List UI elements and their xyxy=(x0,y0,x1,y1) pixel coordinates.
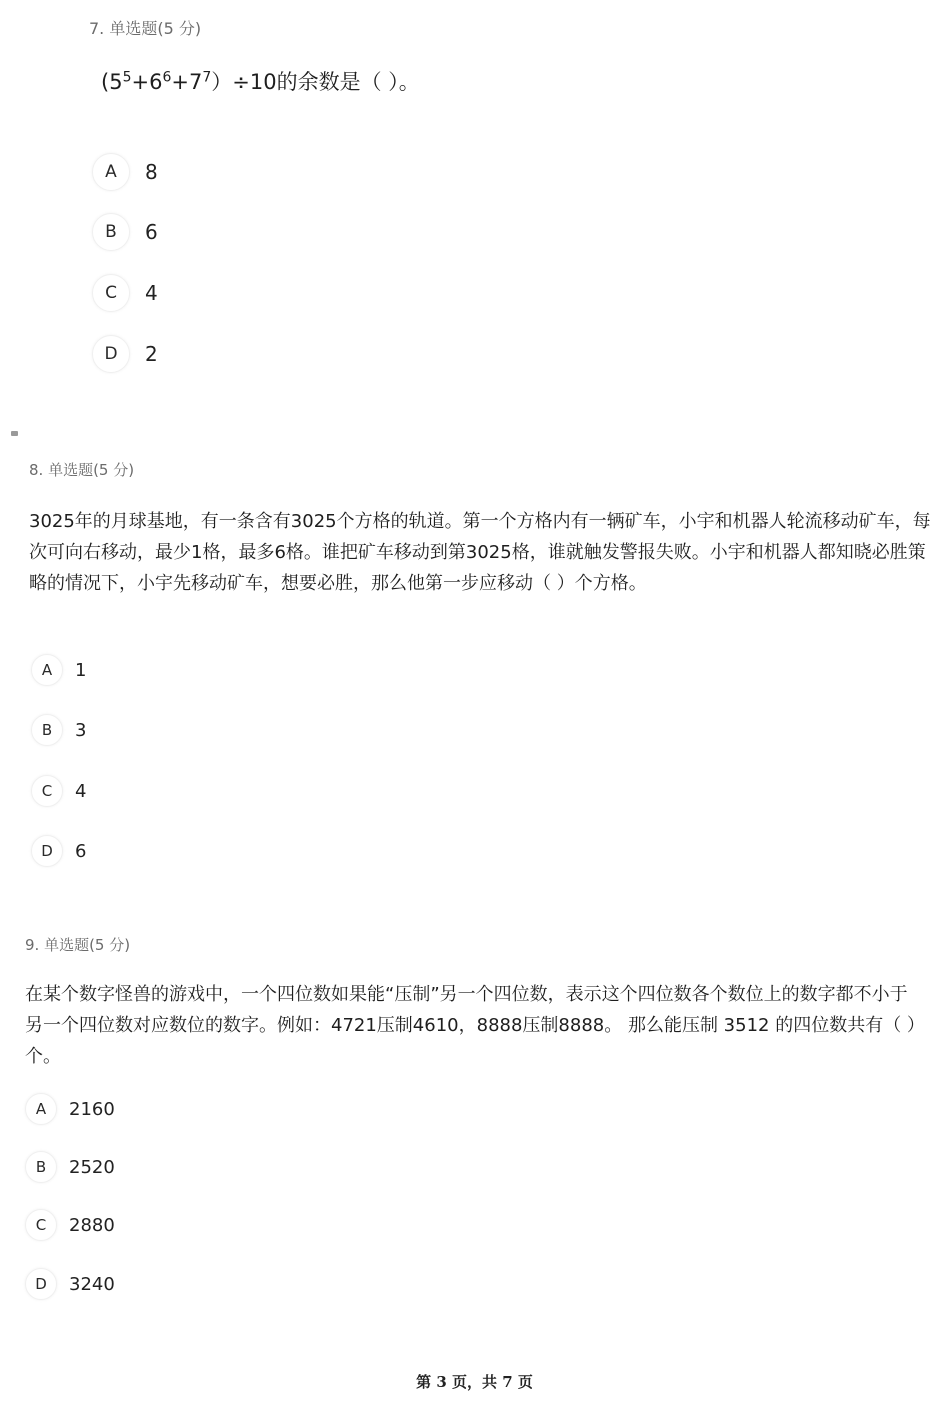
option-value: 2160 xyxy=(69,1098,115,1120)
option-value: 2520 xyxy=(69,1156,115,1178)
scroll-marker-icon xyxy=(11,431,18,436)
stem-exponent: 7 xyxy=(202,69,212,86)
question-7-option-a[interactable] xyxy=(92,152,158,192)
question-9-option-b[interactable] xyxy=(25,1147,115,1187)
stem-exponent: 6 xyxy=(162,69,172,86)
option-value: 3 xyxy=(75,719,87,741)
option-letter: A xyxy=(31,654,63,686)
option-letter: B xyxy=(25,1151,57,1183)
option-value: 8 xyxy=(145,160,158,184)
question-9-option-a[interactable] xyxy=(25,1089,115,1129)
option-value: 2880 xyxy=(69,1214,115,1236)
question-9-stem: 在某个数字怪兽的游戏中，一个四位数如果能“压制”另一个四位数，表示这个四位数各个数位上的数字都不小于另一个四位数对应数位的数字。例如：4721压制4610，8888压制8888。 那么能压制 3512 的四位数共有（ ）个。 xyxy=(25,984,916,1067)
option-letter: C xyxy=(25,1209,57,1241)
option-letter: B xyxy=(31,714,63,746)
option-letter: D xyxy=(25,1268,57,1300)
question-8-option-b[interactable] xyxy=(31,710,86,750)
option-value: 4 xyxy=(75,780,87,802)
stem-part: +7 xyxy=(171,70,203,94)
question-7-option-d[interactable] xyxy=(92,334,158,374)
option-letter: A xyxy=(92,153,130,191)
question-7-header: 7. 单选题(5 分) xyxy=(89,19,202,38)
stem-part: +6 xyxy=(131,70,163,94)
option-letter: D xyxy=(31,835,63,867)
question-8-stem: 3025年的月球基地，有一条含有3025个方格的轨道。第一个方格内有一辆矿车，小宇和机器人轮流移动矿车，每次可向右移动，最少1格，最多6格。谁把矿车移动到第3025格，谁就触发警报失败。小宇和机器人都知晓必胜策略的情况下，小宇先移动矿车，想要必胜，那么他第一步应移动（ ）个方格。 xyxy=(29,511,931,594)
page-number-footer: 第 3 页，共 7 页 xyxy=(416,1373,533,1391)
question-8-option-d[interactable] xyxy=(31,831,86,871)
question-7-stem xyxy=(101,67,420,97)
option-letter: C xyxy=(92,274,130,312)
question-8-header: 8. 单选题(5 分) xyxy=(29,461,135,479)
stem-exponent: 5 xyxy=(122,69,132,86)
question-9-header: 9. 单选题(5 分) xyxy=(25,936,131,954)
question-8-option-a[interactable] xyxy=(31,650,86,690)
option-value: 2 xyxy=(145,342,158,366)
question-9-option-c[interactable] xyxy=(25,1205,115,1245)
option-value: 6 xyxy=(145,220,158,244)
stem-part: (5 xyxy=(101,70,123,94)
option-letter: D xyxy=(92,335,130,373)
option-letter: A xyxy=(25,1093,57,1125)
option-letter: C xyxy=(31,775,63,807)
question-7-option-c[interactable] xyxy=(92,273,158,313)
option-value: 3240 xyxy=(69,1273,115,1295)
question-7-option-b[interactable] xyxy=(92,212,158,252)
option-letter: B xyxy=(92,213,130,251)
question-8-option-c[interactable] xyxy=(31,771,86,811)
stem-part: ）÷10的余数是（ ）。 xyxy=(211,70,420,94)
option-value: 1 xyxy=(75,659,87,681)
option-value: 4 xyxy=(145,281,158,305)
option-value: 6 xyxy=(75,840,87,862)
question-9-option-d[interactable] xyxy=(25,1264,115,1304)
